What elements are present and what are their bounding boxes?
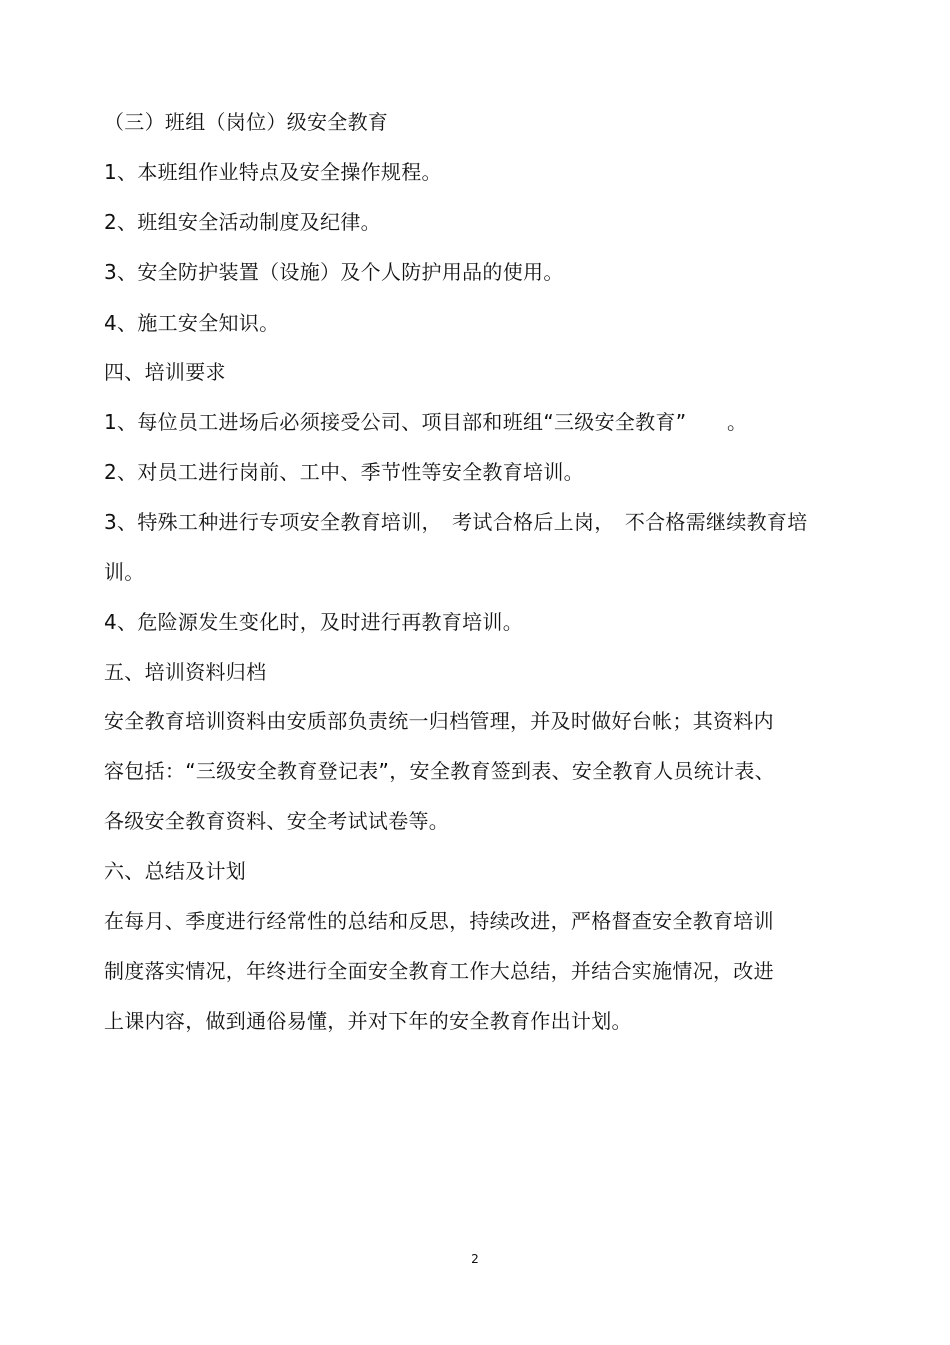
section-heading-summary-plan: 六、总结及计划 xyxy=(104,859,247,883)
paragraph-line: 安全教育培训资料由安质部负责统一归档管理，并及时做好台帐；其资料内 xyxy=(104,709,774,733)
paragraph-line: 各级安全教育资料、安全考试试卷等。 xyxy=(104,809,450,833)
list-item-continuation: 训。 xyxy=(104,560,145,584)
list-item: 3、特殊工种进行专项安全教育培训， 考试合格后上岗， 不合格需继续教育培 xyxy=(104,510,808,534)
list-item: 1、每位员工进场后必须接受公司、项目部和班组“三级安全教育” 。 xyxy=(104,410,748,434)
list-item: 3、安全防护装置（设施）及个人防护用品的使用。 xyxy=(104,260,564,284)
paragraph-line: 容包括：“三级安全教育登记表”，安全教育签到表、安全教育人员统计表、 xyxy=(104,759,775,783)
page-number: 2 xyxy=(471,1252,479,1266)
paragraph-line: 上课内容，做到通俗易懂，并对下年的安全教育作出计划。 xyxy=(104,1009,632,1033)
paragraph-line: 在每月、季度进行经常性的总结和反思，持续改进，严格督查安全教育培训 xyxy=(104,909,774,933)
section-heading-training-requirements: 四、培训要求 xyxy=(104,360,226,384)
section-heading-archiving: 五、培训资料归档 xyxy=(104,660,267,684)
list-item: 2、班组安全活动制度及纪律。 xyxy=(104,210,381,234)
list-item: 2、对员工进行岗前、工中、季节性等安全教育培训。 xyxy=(104,460,584,484)
list-item: 4、危险源发生变化时，及时进行再教育培训。 xyxy=(104,610,524,634)
list-item: 4、施工安全知识。 xyxy=(104,311,280,335)
paragraph-line: 制度落实情况，年终进行全面安全教育工作大总结，并结合实施情况，改进 xyxy=(104,959,774,983)
list-item: 1、本班组作业特点及安全操作规程。 xyxy=(104,160,442,184)
section-heading-team-level: （三）班组（岗位）级安全教育 xyxy=(104,110,389,134)
